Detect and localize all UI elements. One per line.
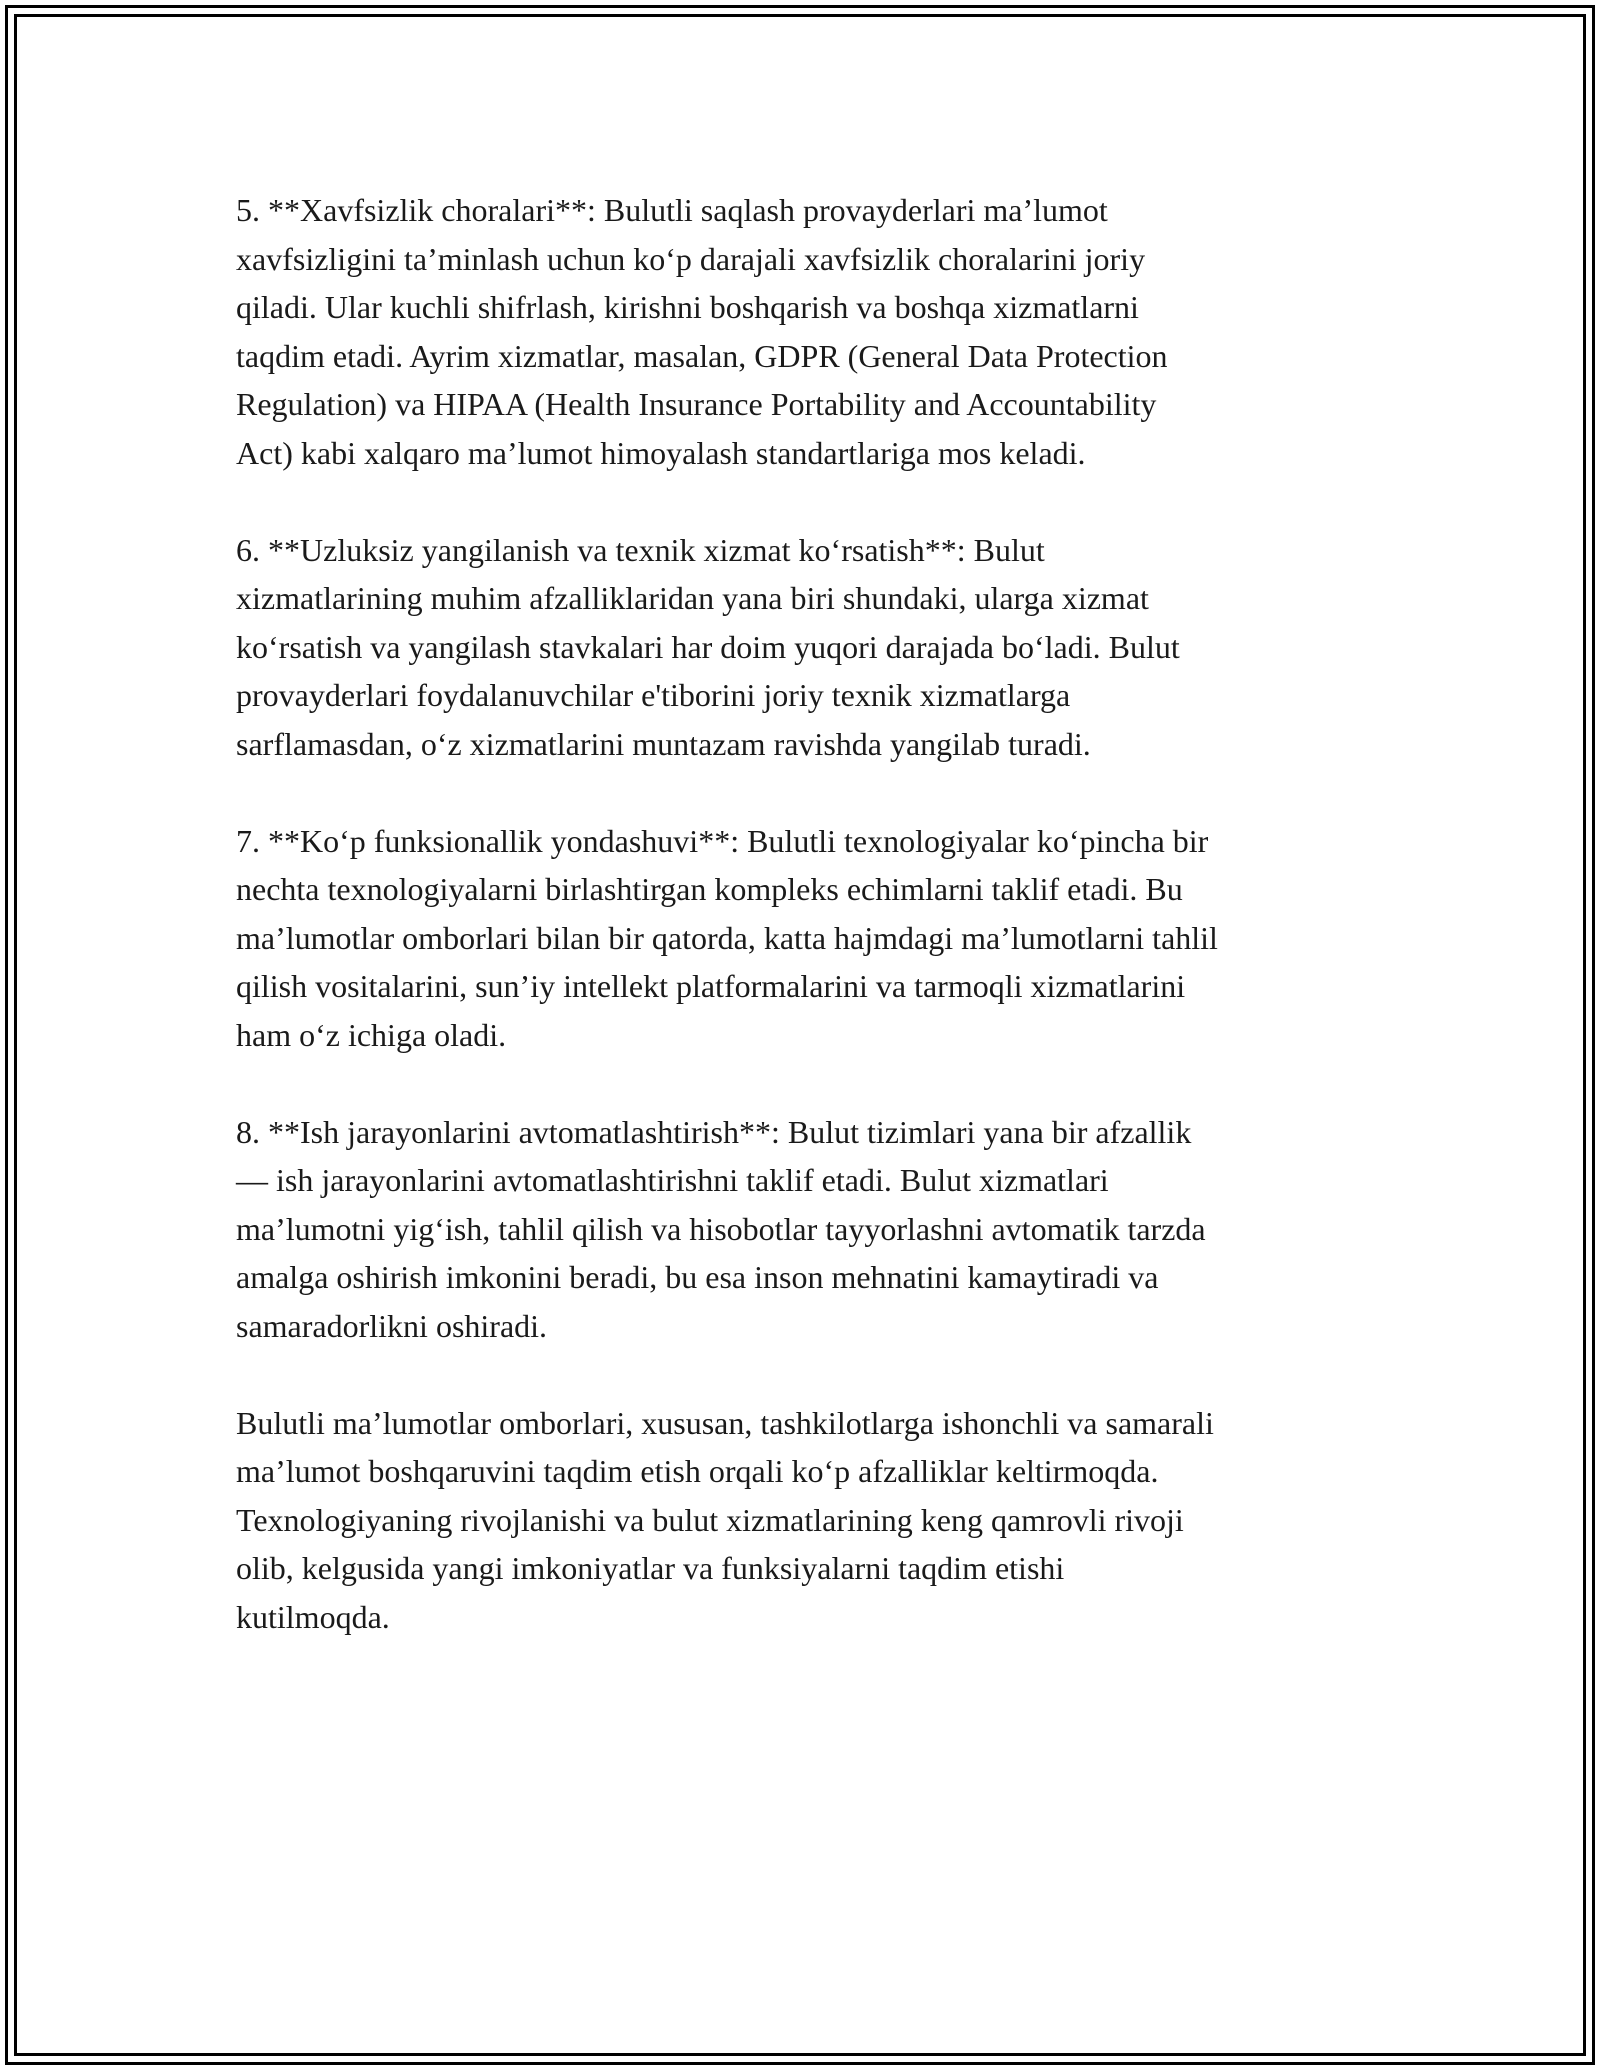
paragraph-security-measures: 5. **Xavfsizlik choralari**: Bulutli saqlash provayderlari ma’lumot xavfsizligini ta’minlash uchun ko‘p darajali xavfsizlik choralarini joriy qiladi. Ular kuchli shifrlash, kirishni boshqarish va boshqa xizmatlarni taqdim etadi. Ayrim xizmatlar, masalan, GDPR (General Data Protection Regulation) va HIPAA (Health Insurance Portability and Accountability Act) kabi xalqaro ma’lumot himoyalash standartlariga mos keladi. — [236, 192, 1168, 471]
document-body — [236, 186, 1366, 1690]
paragraph-continuous-updates: 6. **Uzluksiz yangilanish va texnik xizmat ko‘rsatish**: Bulut xizmatlarining muhim afzalliklaridan yana biri shundaki, ularga xizmat ko‘rsatish va yangilash stavkalari har doim yuqori darajada bo‘ladi. Bulut provayderlari foydalanuvchilar e'tiborini joriy texnik xizmatlarga sarflamasdan, o‘z xizmatlarini muntazam ravishda yangilab turadi. — [236, 531, 1180, 762]
paragraph-multifunctional-approach: 7. **Ko‘p funksionallik yondashuvi**: Bulutli texnologiyalar ko‘pincha bir nechta texnologiyalarni birlashtirgan kompleks echimlarni taklif etadi. Bu ma’lumotlar omborlari bilan bir qatorda, katta hajmdagi ma’lumotlarni tahlil qilish vositalarini, sun’iy intellekt platformalarini va tarmoqli xizmatlarini ham o‘z ichiga oladi. — [236, 822, 1218, 1053]
paragraph-conclusion: Bulutli ma’lumotlar omborlari, xususan, tashkilotlarga ishonchli va samarali ma’lumot boshqaruvini taqdim etish orqali ko‘p afzalliklar keltirmoqda. Texnologiyaning rivojlanishi va bulut xizmatlarining keng qamrovli rivoji olib, kelgusida yangi imkoniyatlar va funksiyalarni taqdim etishi kutilmoqda. — [236, 1404, 1214, 1635]
paragraph-workflow-automation: 8. **Ish jarayonlarini avtomatlashtirish**: Bulut tizimlari yana bir afzallik — ish jarayonlarini avtomatlashtirishni taklif etadi. Bulut xizmatlari ma’lumotni yig‘ish, tahlil qilish va hisobotlar tayyorlashni avtomatik tarzda amalga oshirish imkonini beradi, bu esa inson mehnatini kamaytiradi va samaradorlikni oshiradi. — [236, 1113, 1206, 1344]
